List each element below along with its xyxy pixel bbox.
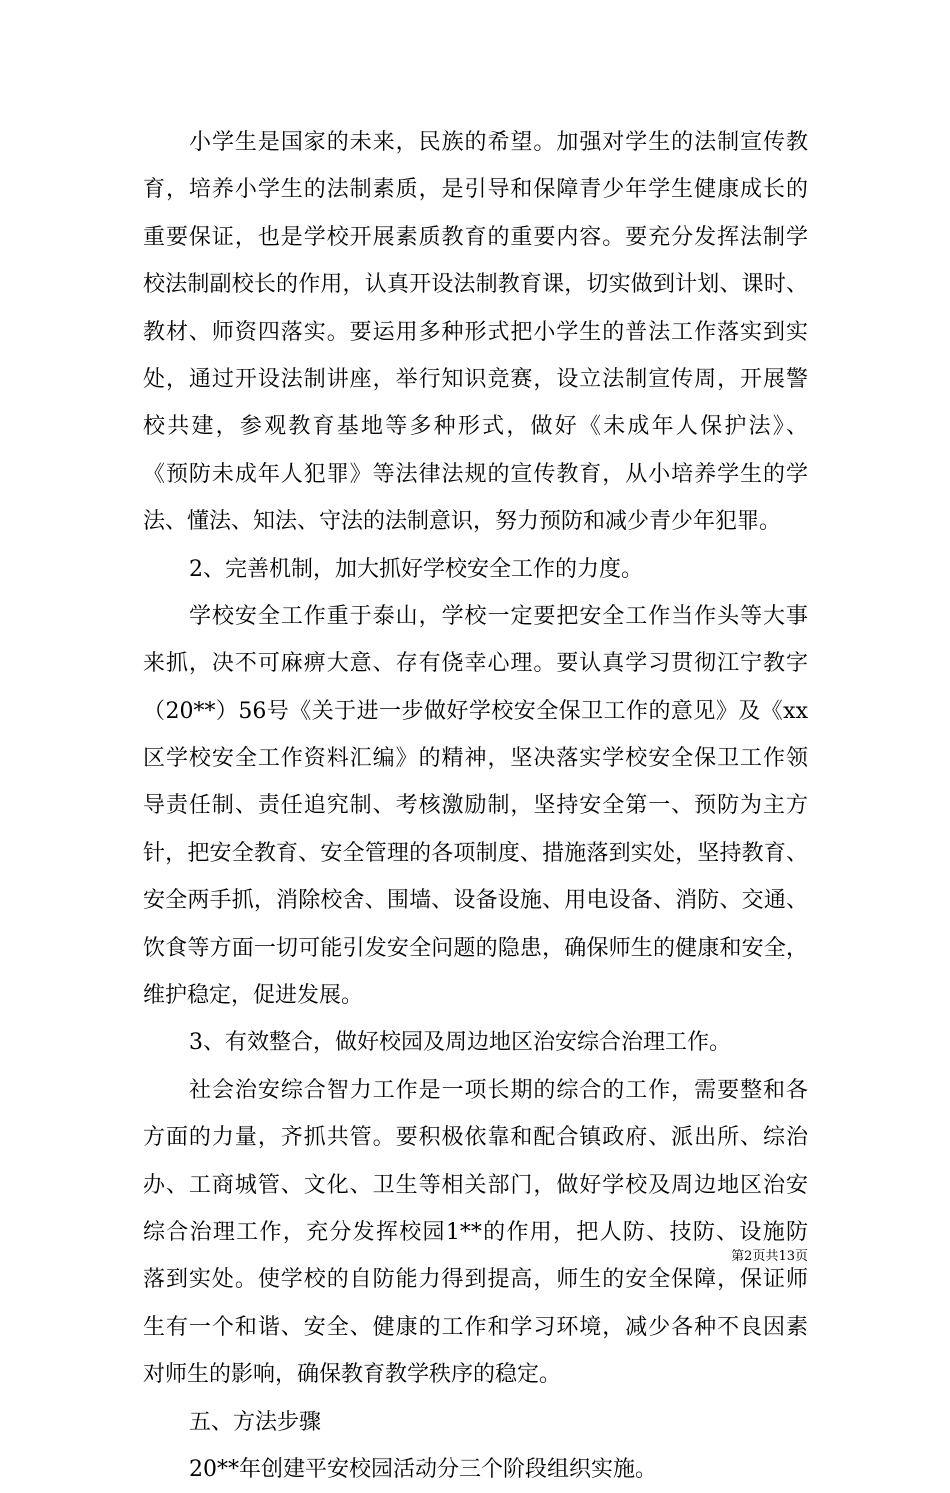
document-body (143, 119, 808, 1493)
text-line: 落到实处。使学校的自防能力得到提高，师生的安全保障，保证师 (143, 1267, 808, 1293)
text-line: 法、懂法、知法、守法的法制意识，努力预防和减少青少年犯罪。 (143, 509, 782, 535)
text-line: 校法制副校长的作用，认真开设法制教育课，切实做到计划、课时、 (143, 272, 808, 298)
text-line: 导责任制、责任追究制、考核激励制，坚持安全第一、预防为主方 (143, 793, 808, 819)
text-line: 方面的力量，齐抓共管。要积极依靠和配合镇政府、派出所、综治 (143, 1125, 808, 1151)
text-line: 区学校安全工作资料汇编》的精神，坚决落实学校安全保卫工作领 (143, 746, 808, 772)
text-line: 教材、师资四落实。要运用多种形式把小学生的普法工作落实到实 (143, 319, 808, 345)
text-line: 学校安全工作重于泰山，学校一定要把安全工作当作头等大事 (189, 603, 808, 629)
text-line: 来抓，决不可麻痹大意、存有侥幸心理。要认真学习贯彻江宁教字 (143, 651, 808, 677)
text-line: 2、完善机制，加大抓好学校安全工作的力度。 (189, 556, 643, 582)
text-line: 社会治安综合智力工作是一项长期的综合的工作，需要整和各 (189, 1077, 808, 1103)
text-line: 办、工商城管、文化、卫生等相关部门，做好学校及周边地区治安 (143, 1172, 808, 1198)
text-line: 校共建，参观教育基地等多种形式，做好《未成年人保护法》、 (143, 414, 808, 440)
text-line: 对师生的影响，确保教育教学秩序的稳定。 (143, 1362, 562, 1388)
page-number: 第2页共13页 (731, 1249, 808, 1264)
text-line: 安全两手抓，消除校舍、围墙、设备设施、用电设备、消防、交通、 (143, 888, 808, 914)
text-line: 处，通过开设法制讲座，举行知识竞赛，设立法制宣传周，开展警 (143, 366, 808, 392)
text-line: 生有一个和谐、安全、健康的工作和学习环境，减少各种不良因素 (143, 1314, 808, 1340)
text-line: 重要保证，也是学校开展素质教育的重要内容。要充分发挥法制学 (143, 224, 808, 250)
text-line: 饮食等方面一切可能引发安全问题的隐患，确保师生的健康和安全， (143, 935, 808, 961)
text-line: 3、有效整合，做好校园及周边地区治安综合治理工作。 (189, 1030, 731, 1056)
text-line: 综合治理工作，充分发挥校园1**的作用，把人防、技防、设施防 (143, 1219, 808, 1245)
text-line: 五、方法步骤 (189, 1409, 322, 1435)
text-line: 育，培养小学生的法制素质，是引导和保障青少年学生健康成长的 (143, 177, 808, 203)
text-line: 针，把安全教育、安全管理的各项制度、措施落到实处，坚持教育、 (143, 840, 808, 866)
text-line: 维护稳定，促进发展。 (143, 983, 364, 1009)
text-line: 小学生是国家的未来，民族的希望。加强对学生的法制宣传教 (189, 130, 808, 155)
text-line: （20**）56号《关于进一步做好学校安全保卫工作的意见》及《xx (143, 698, 808, 724)
text-line: 20**年创建平安校园活动分三个阶段组织实施。 (189, 1456, 657, 1482)
text-line: 《预防未成年人犯罪》等法律法规的宣传教育，从小培养学生的学 (143, 461, 808, 487)
